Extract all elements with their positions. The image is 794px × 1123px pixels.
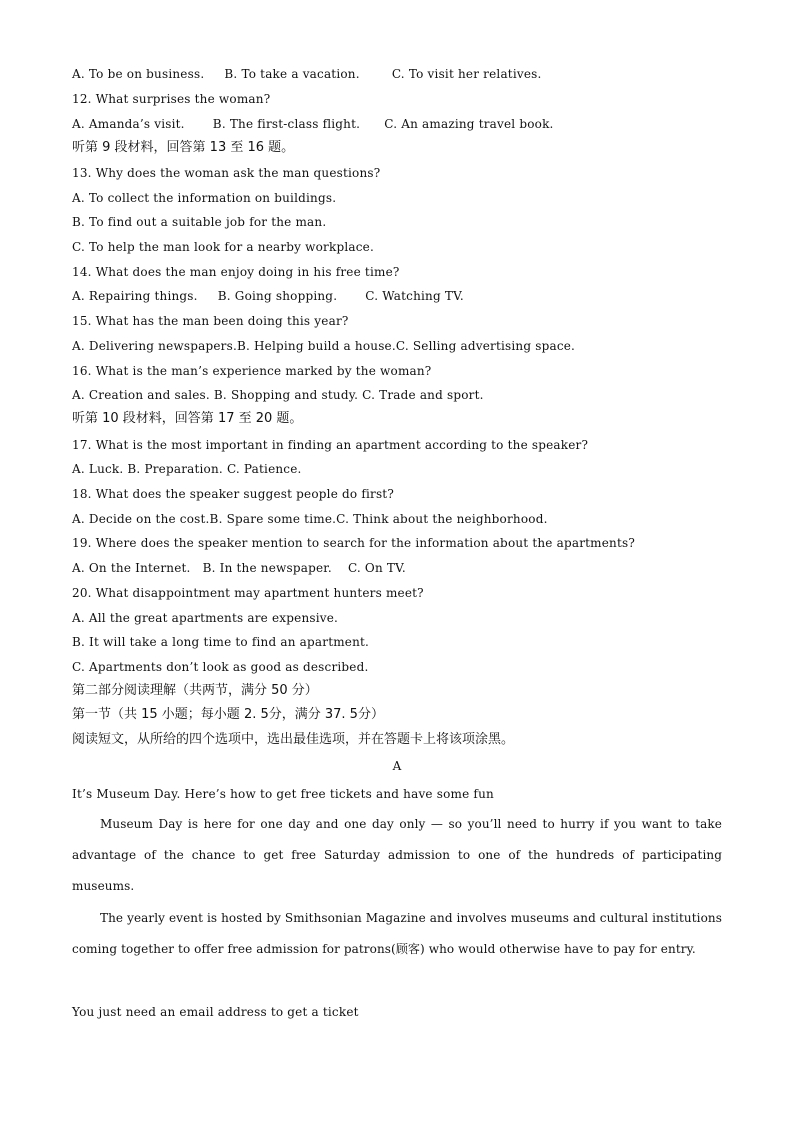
q16-question: 16. What is the man’s experience marked by the woman? [72, 364, 432, 378]
q15-question: 15. What has the man been doing this year? [72, 314, 349, 328]
part-two-heading: 第二部分阅读理解（共两节，满分 50 分） [72, 683, 318, 698]
passage-title: It’s Museum Day. Here’s how to get free tickets and have some fun [72, 787, 494, 801]
q13-option-c: C. To help the man look for a nearby workplace. [72, 240, 374, 254]
q12-question: 12. What surprises the woman? [72, 92, 271, 106]
q13-option-b: B. To find out a suitable job for the man. [72, 215, 327, 229]
q17-options: A. Luck. B. Preparation. C. Patience. [72, 462, 302, 476]
section-heading-passage-10: 听第 10 段材料，回答第 17 至 20 题。 [72, 411, 303, 426]
q14-question: 14. What does the man enjoy doing in his free time? [72, 265, 400, 279]
section-heading-passage-9: 听第 9 段材料，回答第 13 至 16 题。 [72, 140, 295, 155]
q17-question: 17. What is the most important in finding an apartment according to the speaker? [72, 438, 589, 452]
q15-options: A. Delivering newspapers.B. Helping build a house.C. Selling advertising space. [72, 339, 576, 353]
passage-subheading: You just need an email address to get a ticket [72, 1005, 359, 1019]
q20-question: 20. What disappointment may apartment hunters meet? [72, 586, 424, 600]
q13-option-a: A. To collect the information on buildings. [72, 191, 337, 205]
reading-instructions: 阅读短文，从所给的四个选项中，选出最佳选项，并在答题卡上将该项涂黑。 [72, 732, 515, 747]
q20-option-a: A. All the great apartments are expensive. [72, 611, 339, 625]
q19-options: A. On the Internet. B. In the newspaper. C. On TV. [72, 561, 406, 575]
section-one-heading: 第一节（共 15 小题；每小题 2. 5分，满分 37. 5分） [72, 707, 384, 722]
q18-question: 18. What does the speaker suggest people do first? [72, 487, 394, 501]
q12-options: A. Amanda’s visit. B. The first-class flight. C. An amazing travel book. [72, 117, 554, 131]
passage-paragraph-2: The yearly event is hosted by Smithsonian Magazine and involves museums and cultural institutions coming together to offer free admission for patrons(顾客) who would otherwise have to pay for entry. [72, 911, 722, 956]
q16-options: A. Creation and sales. B. Shopping and study. C. Trade and sport. [72, 388, 484, 402]
q19-question: 19. Where does the speaker mention to search for the information about the apartments? [72, 536, 635, 550]
q20-option-b: B. It will take a long time to find an apartment. [72, 635, 370, 649]
q13-question: 13. Why does the woman ask the man questions? [72, 166, 381, 180]
q11-options: A. To be on business. B. To take a vacation. C. To visit her relatives. [72, 67, 542, 81]
passage-label: A [392, 759, 402, 773]
passage-paragraph-1: Museum Day is here for one day and one day only — so you’ll need to hurry if you want to take advantage of the chance to get free Saturday admission to one of the hundreds of participating museums. [72, 817, 722, 893]
q20-option-c: C. Apartments don’t look as good as described. [72, 660, 369, 674]
q18-options: A. Decide on the cost.B. Spare some time.C. Think about the neighborhood. [72, 512, 548, 526]
q14-options: A. Repairing things. B. Going shopping. C. Watching TV. [72, 289, 464, 303]
